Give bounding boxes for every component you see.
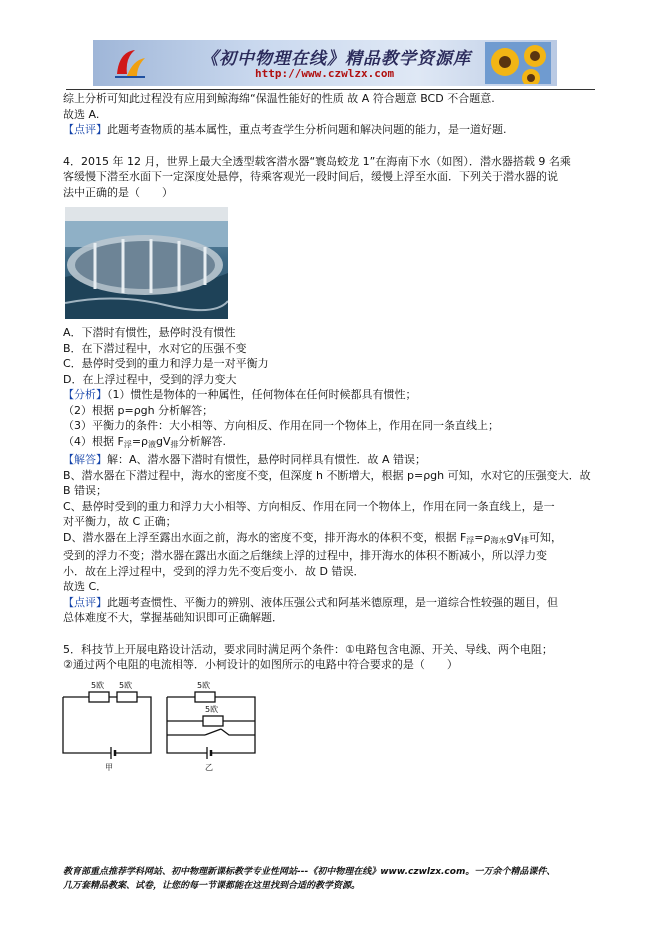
option-a: A．下潜时有惯性，悬停时没有惯性 [63, 326, 236, 339]
site-logo-icon [113, 46, 147, 80]
circuit-right-switch-branch [167, 729, 255, 735]
comment-text: 此题考查物质的基本属性，重点考查学生分析问题和解决问题的能力，是一道好题. [107, 123, 507, 136]
header-banner [93, 40, 557, 86]
solution-2: B、潜水器在下潜过程中，海水的密度不变，但深度 h 不断增大，根据 p=ρgh 可知，水对它的压强变大．故 [63, 468, 591, 482]
circuit-diagram [55, 677, 285, 773]
option-c: C．悬停时受到的重力和浮力是一对平衡力 [63, 357, 269, 370]
comment-2-line-1: 【点评】此题考查惯性、平衡力的辨别、液体压强公式和阿基米德原理，是一道综合性较强的题目，但 [63, 595, 558, 609]
banner-title: 《初中物理在线》精品教学资源库 [201, 49, 471, 69]
circuit-left-resistor-1 [89, 692, 109, 702]
question-4-line-2: 客缓慢下潜至水面下一定深度处悬停，待乘客观光一段时间后，缓慢上浮至水面．下列关于潜水器的说 [63, 170, 558, 183]
page-footer [63, 865, 603, 893]
circuit-right-resistor-upper [195, 692, 215, 702]
question-4-line-3: 法中正确的是（ ） [63, 185, 173, 199]
analysis-3: （3）平衡力的条件：大小相等、方向相反、作用在同一个物体上，作用在同一条直线上； [63, 419, 499, 432]
solution-4: C、悬停时受到的重力和浮力大小相等、方向相反、作用在同一个物体上，作用在同一条直线上，是一 [63, 499, 555, 513]
question-5-line-2: ②通过两个电阻的电流相等．小柯设计的如图所示的电路中符合要求的是（ ） [63, 658, 458, 671]
right-resistor-upper-label: 5欧 [197, 680, 211, 690]
option-d: D．在上浮过程中，受到的浮力变大 [63, 372, 237, 386]
sunflower-icon [485, 42, 551, 84]
left-resistor-1-label: 5欧 [91, 680, 105, 690]
option-b: B．在下潜过程中，水对它的压强不变 [63, 341, 247, 355]
prev-analysis-line: 综上分析可知此过程没有应用到鲸海绵“保温性能好的性质 故 A 符合题意 BCD 不合题意. [63, 92, 495, 105]
solution-tag: 【解答】 [63, 453, 107, 466]
solution-9: 故选 C． [63, 580, 108, 593]
left-circuit-name: 甲 [105, 762, 113, 772]
circuit-figures [63, 677, 593, 773]
right-circuit-name: 乙 [205, 762, 213, 772]
document-body [63, 91, 593, 773]
solution-6: D、潜水器在上浮至露出水面之前，海水的密度不变，排开海水的体积不变，根据 $F_浮=\rho_{海水}gV_排$可知， [63, 530, 563, 545]
question-5-line-1: 5．科技节上开展电路设计活动，要求同时满足两个条件：①电路包含电源、开关、导线、两个电阻； [63, 642, 553, 656]
solution-3: B 错误； [63, 484, 108, 497]
question-4-line-1: 4．2015 年 12 月，世界上最大全透型载客潜水器“寰岛蛟龙 1”在海南下水（如图）．潜水器搭载 9 名乘 [63, 154, 571, 168]
solution-7: 受到的浮力不变；潜水器在露出水面之后继续上浮的过程中，排开海水的体积不断减小，所以浮力变 [63, 549, 547, 562]
submersible-photo [65, 207, 228, 319]
left-resistor-2-label: 5欧 [119, 680, 133, 690]
prev-comment [63, 122, 593, 138]
comment-2-line-2: 总体难度不大，掌握基础知识即可正确解题． [63, 611, 283, 624]
circuit-left-resistor-2 [117, 692, 137, 702]
circuit-right-switch [205, 729, 221, 735]
analysis-2: （2）根据 p=ρgh 分析解答； [63, 403, 214, 417]
circuit-right-resistor-lower [203, 716, 223, 726]
analysis-4: （4）根据 $F_浮=\rho_液gV_排$分析解答. [63, 434, 227, 449]
comment-2-tag: 【点评】 [63, 595, 107, 609]
header-rule [66, 89, 595, 90]
analysis-tag: 【分析】 [63, 388, 107, 401]
prev-answer-line: 故选 A. [63, 107, 100, 121]
footer-line-2: 几万套精品教案、试卷，让您的每一节课都能在这里找到合适的教学资源。 [63, 881, 361, 891]
solution-8: 小．故在上浮过程中，受到的浮力先不变后变小．故 D 错误． [63, 564, 365, 578]
circuit-left-wires [63, 697, 151, 753]
solution-1: 【解答】解：A、潜水器下潜时有惯性，悬停时同样具有惯性．故 A 错误； [63, 453, 427, 466]
submersible-image [65, 207, 228, 319]
analysis-1: 【分析】（1）惯性是物体的一种属性，任何物体在任何时候都具有惯性； [63, 388, 417, 401]
right-resistor-lower-label: 5欧 [205, 704, 219, 714]
solution-5: 对平衡力，故 C 正确； [63, 515, 177, 528]
banner-url[interactable]: http://www.czwlzx.com [255, 67, 395, 80]
footer-line-1: 教育部重点推荐学科网站、初中物理新课标教学专业性网站---《初中物理在线》www.czwlzx.com。一万余个精品课件、 [63, 867, 556, 877]
comment-tag: 【点评】 [63, 123, 107, 136]
